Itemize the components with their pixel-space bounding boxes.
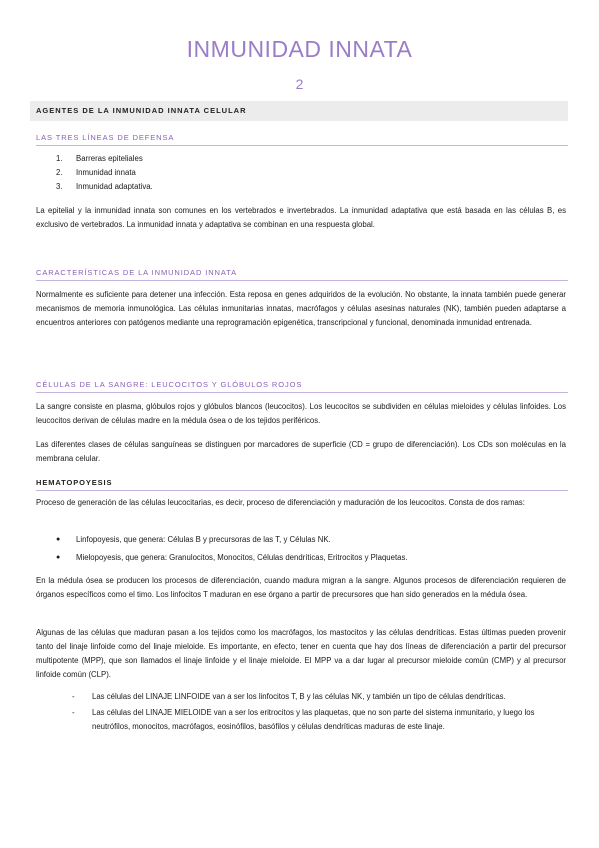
heading-hematopoyesis: HEMATOPOYESIS — [36, 478, 568, 491]
list-number: 2. — [56, 168, 63, 177]
paragraph: Normalmente es suficiente para detener una infección. Esta reposa en genes adquiridos de la evolución. No obstante, la innata también puede generar mecanismos de memoria inmunológica. Las células inmunitarias innatas, macrófagos y células asesinas naturales (NK), también pueden adaptarse a encuentros anteriores con patógenos mediante una reprogramación epigenética, transcripcional y funcional, denominada inmunidad entrenada. — [36, 290, 566, 327]
paragraph: Las diferentes clases de células sanguíneas se distinguen por marcadores de superficie (CD = grupo de diferenciación). Los CDs son moléculas en la membrana celular. — [36, 440, 566, 463]
document-title: INMUNIDAD INNATA — [186, 36, 413, 62]
list-number: 3. — [56, 182, 63, 191]
list-item-text: Barreras epiteliales — [76, 154, 143, 163]
lineage-dash-list — [72, 690, 566, 734]
list-item — [56, 166, 556, 180]
dash-marker: - — [72, 692, 75, 701]
page-number: 2 — [295, 76, 304, 92]
list-item — [56, 152, 556, 166]
paragraph: En la médula ósea se producen los procesos de diferenciación, cuando madura migran a la sangre. Algunos procesos de diferenciación requieren de órganos específicos como el timo. Los linfocitos T maduran en ese órgano a partir de precursores que han sido generados en la médula ósea. — [36, 576, 566, 599]
list-item-text: Inmunidad innata — [76, 168, 136, 177]
bullet-text: Mielopoyesis, que genera: Granulocitos, Monocitos, Células dendríticas, Eritrocitos y Plaquetas. — [76, 553, 408, 562]
dash-marker: - — [72, 708, 75, 717]
dash-text: Las células del LINAJE MIELOIDE van a ser los eritrocitos y las plaquetas, que no son parte del sistema inmunitario, y luego los neutrófilos, monocitos, macrófagos, eosinófilos, basófilos y células dendríticas maduras de este linaje. — [92, 708, 535, 731]
paragraph: La epitelial y la inmunidad innata son comunes en los vertebrados e invertebrados. La inmunidad adaptativa que está basada en las células B, es exclusivo de vertebrados. La inmunidad innata y adaptativa se combinan en una respuesta global. — [36, 206, 566, 229]
paragraph: Algunas de las células que maduran pasan a los tejidos como los macrófagos, los mastocitos y las células dendríticas. Estas últimas pueden provenir tanto del linaje linfoide como del linaje mieloide. Es importante, en efecto, tener en cuenta que hay dos líneas de diferenciación a partir del precursor multipotente (MPP), que son llamados el linaje linfoide y el linaje mieloide. El MPP va a dar lugar al precursor mieloide común (CMP) y al precursor linfoide común (CLP). — [36, 628, 566, 679]
dash-item — [72, 690, 566, 704]
defense-lines-list — [56, 152, 556, 194]
bullet-item — [56, 551, 566, 565]
section-bar: AGENTES DE LA INMUNIDAD INNATA CELULAR — [30, 101, 568, 121]
paragraph: Proceso de generación de las células leucocitarias, es decir, proceso de diferenciación y maduración de los leucocitos. Consta de dos ramas: — [36, 498, 525, 507]
paragraph: La sangre consiste en plasma, glóbulos rojos y glóbulos blancos (leucocitos). Los leucocitos se subdividen en células mieloides y células linfoides. Los leucocitos derivan de células madre en la médula ósea o de los tejidos periféricos. — [36, 402, 566, 425]
list-item — [56, 180, 556, 194]
hematopoyesis-bullets — [56, 533, 566, 565]
list-item-text: Inmunidad adaptativa. — [76, 182, 153, 191]
bullet-text: Linfopoyesis, que genera: Células B y precursoras de las T, y Células NK. — [76, 535, 331, 544]
heading-celulas-sangre: CÉLULAS DE LA SANGRE: LEUCOCITOS Y GLÓBULOS ROJOS — [36, 380, 568, 393]
list-number: 1. — [56, 154, 63, 163]
bullet-icon: ● — [56, 554, 61, 561]
bullet-item — [56, 533, 566, 547]
bullet-icon: ● — [56, 536, 61, 543]
dash-text: Las células del LINAJE LINFOIDE van a ser los linfocitos T, B y las células NK, y también un tipo de células dendríticas. — [92, 692, 506, 701]
heading-tres-lineas: LAS TRES LÍNEAS DE DEFENSA — [36, 133, 568, 146]
dash-item — [72, 706, 566, 734]
heading-caracteristicas: CARACTERÍSTICAS DE LA INMUNIDAD INNATA — [36, 268, 568, 281]
